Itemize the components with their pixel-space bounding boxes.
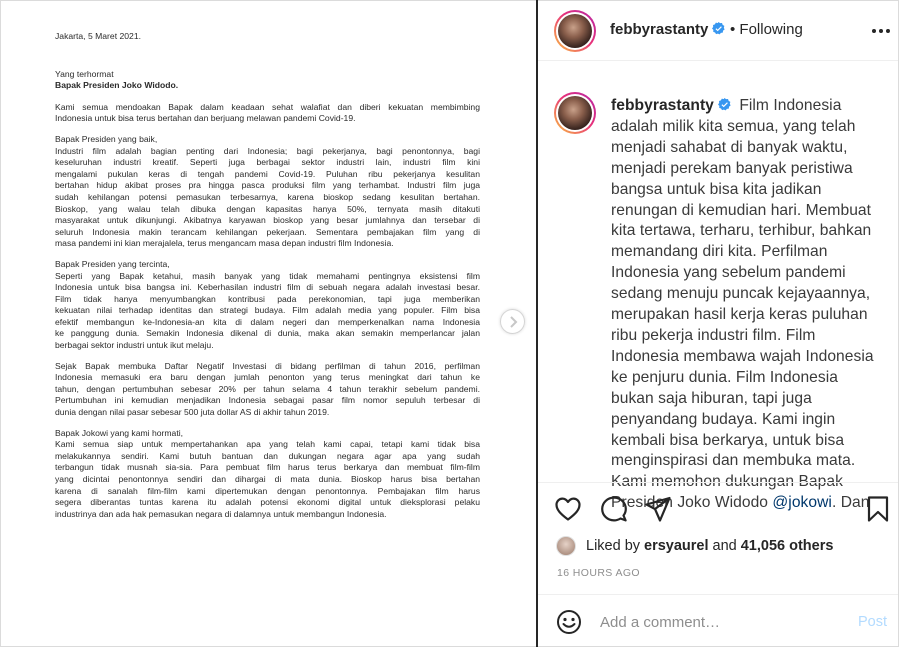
- following-button[interactable]: • Following: [730, 21, 803, 38]
- letter-line: tahun, dengan pertumbuhan sebesar 20% per tahun selama 4 tahun terakhir sebelum pandemi.: [55, 383, 480, 394]
- liker-username[interactable]: ersyaurel: [644, 538, 709, 554]
- letter-line: keseluruhan industri kreatif. Seperti juga berbagai sektor industri lain, industri film kini: [55, 157, 480, 168]
- comment-icon[interactable]: [600, 495, 628, 523]
- letter-paragraph: [55, 259, 480, 352]
- letter-date: Jakarta, 5 Maret 2021.: [55, 31, 141, 41]
- next-image-button[interactable]: [500, 309, 525, 334]
- letter-line: Sejak Bapak membuka Daftar Negatif Investasi di bidang perfilman di tahun 2016, perfilman: [55, 360, 480, 371]
- comment-bar: [538, 594, 898, 646]
- likes-joiner: and: [712, 538, 737, 554]
- post-comment-button[interactable]: Post: [858, 614, 888, 630]
- caption-username[interactable]: febbyrastanty: [611, 97, 714, 114]
- letter-line: melakukannya sendiri. Kami butuh bantuan dan dukungan negara agar apa yang sudah: [55, 450, 480, 461]
- letter-line: bertahan hidup akibat proses pra hingga pasca produksi film yang terhambat. Industri film juga: [55, 180, 480, 191]
- letter-line: Pertumbuhan ini kemudian menjadikan Indonesia sebagai pasar film nomor sepuluh terbesar di: [55, 395, 480, 406]
- letter-paragraph: [55, 102, 480, 125]
- letter-line: terbangun tidak musnah sia-sia. Para pembuat film harus terus berkarya dan membuat film-film: [55, 462, 480, 473]
- letter-line: Film tidak hanya menyumbangkan kontribusi pada perekonomian, tapi juga memberikan: [55, 293, 480, 304]
- letter-paragraph: [55, 134, 480, 250]
- letter-body: [55, 102, 480, 521]
- post-side-panel: [538, 1, 898, 646]
- caption-mention-link[interactable]: @jokowi: [772, 494, 832, 512]
- letter-line: berbagai sektor industri untuk ikut melaju.: [55, 340, 214, 351]
- liker-avatar[interactable]: [556, 536, 576, 556]
- letter-line: segera diberantas tuntas karena itu adalah potensi ekonomi digital untuk dieksplorasi pelaku: [55, 497, 480, 508]
- heart-icon[interactable]: [554, 495, 582, 523]
- letter-line: Indonesia untuk bisa terus bertahan dan berjuang melawan pandemi Covid-19.: [55, 113, 356, 124]
- letter-line: Kami semua mendoakan Bapak dalam keadaan sehat walafiat dan diberi kekuatan membimbing: [55, 101, 480, 112]
- letter-addressee: Bapak Presiden Joko Widodo.: [55, 80, 179, 91]
- letter-line: Kami semua siap untuk mempertahankan apa yang telah kami capai, tetapi kami tidak bisa: [55, 439, 480, 450]
- letter-line: masa pandemi ini kian merajalela, terus mengancam masa depan industri film Indonesia.: [55, 238, 394, 249]
- chevron-right-icon: [508, 316, 518, 328]
- letter-document: [55, 31, 480, 529]
- avatar[interactable]: [554, 10, 596, 52]
- verified-badge-icon: [718, 98, 731, 111]
- comment-input[interactable]: [600, 609, 840, 635]
- post-timestamp[interactable]: 16 HOURS AGO: [557, 567, 640, 579]
- likes-summary: [556, 535, 837, 557]
- post-image[interactable]: [1, 1, 536, 646]
- emoji-icon[interactable]: [556, 609, 582, 635]
- likes-prefix: Liked by: [586, 538, 641, 554]
- letter-line: Indonesia untuk bisa bangsa ini. Keberhasilan industri film di sebuah negara adalah investasi besar.: [55, 282, 480, 293]
- comments-area: [538, 62, 898, 512]
- letter-line: masyarakat untuk dikunjungi. Akibatnya karyawan bioskop yang besar jumlahnya dan tersebar di: [55, 215, 480, 226]
- letter-line: Bioskop, yang walau telah dibuka dengan kapasitas hanya 50%, ternyata masih ditakuti: [55, 203, 480, 214]
- letter-salutation: Yang terhormat: [55, 68, 114, 79]
- letter-line: seluruh Indonesia makin terancam kehilangan pekerjaan. Sementara pembajakan film yang di: [55, 226, 480, 237]
- header-username-text[interactable]: febbyrastanty: [610, 21, 709, 38]
- letter-line: Bapak Jokowi yang kami hormati,: [55, 427, 184, 438]
- caption-tail: . Dan: [831, 494, 870, 512]
- share-icon[interactable]: [644, 495, 672, 523]
- caption-avatar[interactable]: [554, 92, 596, 134]
- letter-line: industrinya dan ada hak pemasukan negara di dalamnya untuk membangun Indonesia.: [55, 508, 387, 519]
- letter-line: sudah kehilangan potensi pemasukan terbesarnya, karena bioskop sedang kesulitan bertahan.: [55, 191, 480, 202]
- letter-paragraph: [55, 428, 480, 521]
- letter-line: Indonesia memasuki era baru dengan jumlah penonton yang terus meningkat dari tahun ke: [55, 372, 480, 383]
- letter-line: kekuatan nilai terhadap identitas dan strategi budaya. Film adalah media yang populer. Film bisa: [55, 305, 480, 316]
- post-header: [538, 1, 898, 61]
- letter-line: Bapak Presiden yang baik,: [55, 133, 158, 144]
- letter-paragraph: [55, 361, 480, 419]
- letter-line: yang dicintai penontonnya sendiri dan dihargai di mata dunia. Bioskop harus bisa bertahan: [55, 474, 480, 484]
- letter-line: dunia dengan nilai pasar sebesar 500 juta dollar AS di akhir tahun 2019.: [55, 407, 330, 418]
- verified-badge-icon: [712, 22, 725, 35]
- letter-line: Seperti yang Bapak ketahui, masih banyak yang tidak memahami pentingnya eksistensi film: [55, 270, 480, 281]
- letter-line: Industri film adalah bagian penting dari Indonesia; bagi pekerjanya, bagi penontonnya, bagi: [55, 145, 480, 156]
- letter-line: mengalami pukulan keras di tengah pandemi Covid-19. Puluhan ribu pekerjanya kesulitan: [55, 168, 480, 179]
- caption-text: Film Indonesia adalah milik kita semua, yang telah menjadi sahabat di banyak waktu, menjadi perekam banyak peristiwa bangsa untuk bisa kita jadikan renungan di kemudian hari. Membuat kita tertawa, terharu, terhibur, bahkan memandang diri kita. Perfilman Indonesia yang sebelum pandemi sedang menuju puncak kejayaannya, merupakan hasil kerja keras puluhan ribu pekerja industri film. Film Indonesia membawa wajah Indonesia ke penjuru dunia. Film Indonesia bukan saja hiburan, tapi juga penyandang budaya. Kami ingin kembali bisa berkarya, untuk bisa menginspirasi dan membuka mata. Kami memohon dukungan Bapak Presiden Joko Widodo: [611, 97, 874, 512]
- letter-line: ke panggung dunia. Semakin Indonesia dikenal di dunia, maka akan semakin memperlancar jalan: [55, 328, 480, 339]
- letter-line: karena di sanalah film-film kami dipertemukan dengan penontonnya. Pembajakan film harus: [55, 485, 480, 496]
- more-options-icon[interactable]: [871, 21, 891, 41]
- letter-line: Bapak Presiden yang tercinta,: [55, 258, 170, 269]
- bookmark-icon[interactable]: [864, 495, 892, 523]
- post-actions: [538, 482, 898, 594]
- letter-line: efektif membangun ke-Indonesia-an kita di dalam negeri dan memperkenalkan nama Indonesia: [55, 316, 480, 327]
- likes-count-link[interactable]: 41,056 others: [740, 538, 834, 554]
- header-username[interactable]: [610, 21, 725, 38]
- post-caption: [611, 96, 883, 514]
